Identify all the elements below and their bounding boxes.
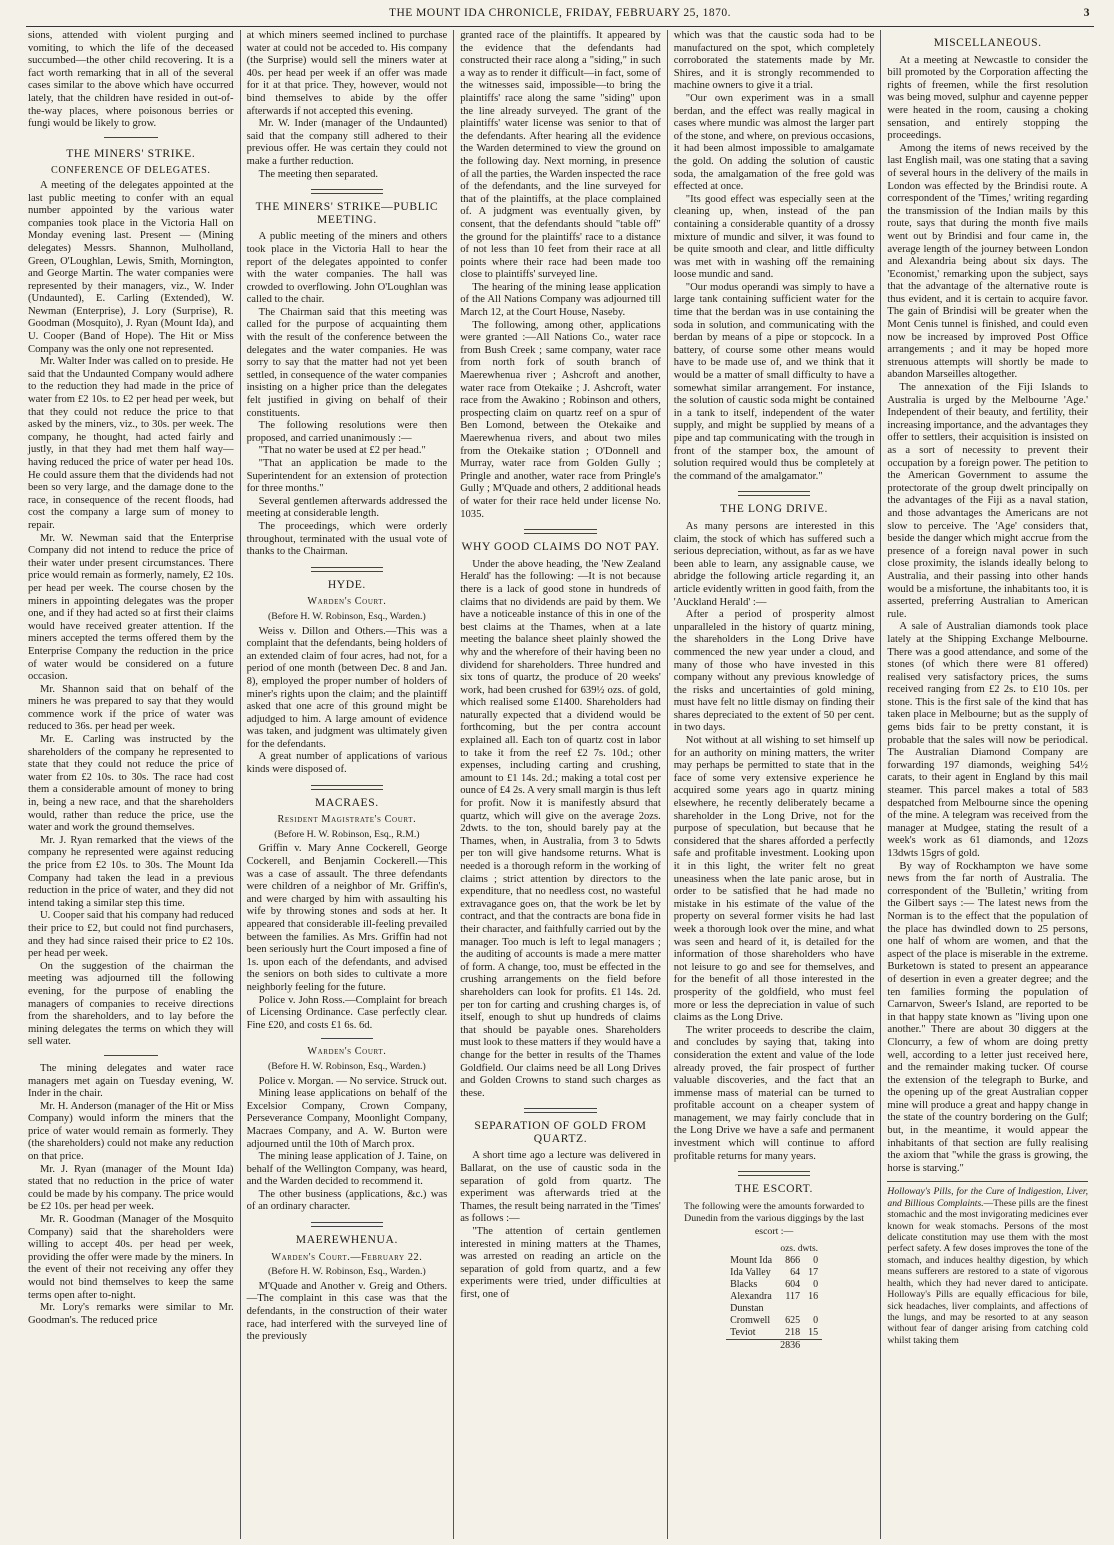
advertisement-title: Holloway's Pills, for the Cure of Indigestion, Liver, and Billious Complaints. xyxy=(887,1186,1088,1209)
paragraph: A meeting of the delegates appointed at the last public meeting to confer with an equal number appointed by the various water companies took place in the Victoria Hall on Monday evening last. Present — (Mining delegates) Messrs. Shannon, Mulholland, Green, O'Loughlan, Lewis, Smith, Mornington, and George Martin. The water companies were represented by their managers, viz., W. Inder (Undaunted), E. Carling (Extended), W. Newman (Enterprise), J. Lory (Surprise), R. Goodman (Mosquito), J. Ryan (Mount Ida), and U. Cooper (Band of Hope). The Hit or Miss Company was the only one not represented. xyxy=(28,179,234,355)
divider xyxy=(104,137,157,141)
paragraph: A great number of applications of various kinds were disposed of. xyxy=(246,751,448,776)
place-cell: Blacks xyxy=(730,1279,758,1291)
paragraph: granted race of the plaintiffs. It appeared by the evidence that the defendants had constructed their race along a "siding," in such a way as to render it difficult—in fact, some of the witnesses said, impossible—to bring the plaintiffs' race along the same "siding" upon the line already surveyed. The grant of the plaintiffs' water license was senior to that of the defendants. After hearing all the evidence the Warden determined to view the ground on the following day. Next morning, in presence of all the parties, the Warden inspected the race of the defendants, and the line surveyed for that of the plaintiffs, at the place complained of. A judgment was eventually given, by consent, that the defendants should "table off" the ground for the plaintiffs' race to a distance of not less than 10 feet from their race at all points where their race had been made too close to plaintiffs' surveyed line. xyxy=(460,30,661,281)
paragraph: By way of Rockhampton we have some news from the far north of Australia. The correspondent of the 'Bulletin,' writing from the Gilbert says :— The latest news from the Norman is to the effect that the population of the place has dwindled down to 25 persons, one half of whom are women, and that the aspect of the place is miserable in the extreme. Burketown is stated to present an appearance of desertion in even a greater degree; and the ten families forming the population of Carnarvon, Sweer's Island, are reported to be in that happy state known as "living upon one another." There are about 30 diggers at the Cloncurry, a few of whom are doing pretty well, according to a letter just received here, and the remainder making tucker. Of course the extension of the telegraph to Burke, and the opening up of the great Australian copper mine will produce a great and happy change in the state of the country bordering on the Gulf; but, in the meantime, it would appear the inhabitants of that section are fully realising the axiom that "while the grass is growing, the horse is starving." xyxy=(887,860,1088,1174)
paragraph: Mr. H. Anderson (manager of the Hit or Miss Company) would inform the miners that the price of water would remain as formerly. They (the shareholders) could not make any reduction on that price. xyxy=(28,1100,234,1163)
oz-cell xyxy=(776,1303,804,1315)
paragraph: "The attention of certain gentlemen interested in mining matters at the Thames, was arrested on reading an article on the separation of gold from quartz, and a few experiments were tried, under difficulties at first, one of xyxy=(460,1226,661,1300)
dwt-cell: 0 xyxy=(813,1255,819,1267)
column-3 xyxy=(453,30,667,1539)
paragraph: The following resolutions were then proposed, and carried unanimously :— xyxy=(246,420,448,444)
paragraph: The Chairman said that this meeting was called for the purpose of acquainting them with the result of the conference between the delegates and the water companies. He was sorry to say that the matter had not yet been settled, in consequence of the water companies insisting on a higher price than the delegates felt justified in giving on behalf of their constituents. xyxy=(246,306,448,419)
paragraph: Mr. W. Newman said that the Enterprise Company did not intend to reduce the price of their water under present circumstances. There price would remain as formerly, namely, £2 10s. per head per week. The course chosen by the miners in appointing delegates was the proper one, and if they had acted so at first their claims would have received greater attention. If the miners accepted the terms offered them by the Enterprise Company the reduction in the price of water would be considered on a future occasion. xyxy=(28,532,234,683)
paragraph: Under the above heading, the 'New Zealand Herald' has the following: —It is not because there is a lack of good stone in hundreds of claims that no dividends are paid by them. We have a noticeable instance of this in one of the best claims at the Thames, when at a late meeting the balance sheet plainly showed the why and the wherefore of their having been no dividend for shareholders. Three hundred and six tons of quartz, the produce of 20 weeks' work, had been crushed for 639½ ozs. of gold, which realised some £1400. Shareholders had naturally expected that a dividend would be forthcoming, but the per contra account explained all. Each ton of quartz cost in labor to take it from the reef £2 7s. 10d.; other expenses, including carting and crushing, amount to £1 14s. 2d.; making a total cost per ounce of £4 2s. A very small margin is thus left for profit. Now it is manifestly absurd that quartz, which will give on the average 2ozs. 2dwts. to the ton, should barely pay at the Thames, when, in Australia, from 3 to 5dwts per ton will give handsome returns. What is needed is a thorough reform in the working of claims ; strict attention by directors to the expenditure, that no needless cost, no wasteful extravagance goes on, that the work be let by contract, and that the contracts are bona fide in their character, and faithfully carried out by the manager. Too much is left to legal managers ; the auditing of accounts is made a mere matter of form. A change, too, must be effected in the crushing arrangements on the field before shareholders can look for profits. £1 14s. 2d. per ton for carting and crushing charges is, of itself, enough to shut up hundreds of claims that should be payable ones. Shareholders must look to these matters if they would have a change for the better in results of the Thames Goldfield. Our claims need be all Long Drives and Golden Crowns to stand such charges as these. xyxy=(460,558,661,1099)
table-row xyxy=(726,1255,822,1267)
divider xyxy=(524,1108,596,1113)
oz-cell: 117 xyxy=(785,1291,801,1303)
table-header-row xyxy=(726,1243,822,1256)
paragraph: A short time ago a lecture was delivered in Ballarat, on the use of caustic soda in the separation of gold from quartz. The experiment was afterwards tried at the Thames, the result being narrated in the 'Times' as follows :— xyxy=(460,1150,661,1225)
paragraph: "That an application be made to the Superintendent for an extension of protection for three months." xyxy=(246,458,448,495)
oz-cell: 64 xyxy=(790,1267,801,1279)
escort-intro: The following were the amounts forwarded to Dunedin from the various diggings by the last escort :— xyxy=(684,1200,865,1238)
table-row xyxy=(726,1267,822,1279)
paragraph: As many persons are interested in this claim, the stock of which has suffered such a serious depreciation, without, as far as we have been able to learn, any assignable cause, we abridge the following article regarding it, an article evidently written in good faith, from the 'Auckland Herald' :— xyxy=(673,520,875,608)
divider xyxy=(524,529,596,534)
masthead xyxy=(26,4,1094,27)
oz-cell: 604 xyxy=(785,1279,801,1291)
dwt-cell: 16 xyxy=(808,1291,819,1303)
paragraph: At a meeting at Newcastle to consider the bill promoted by the Corporation affecting the rights of freemen, while the first resolution was being moved, sulphur and cayenne pepper were heated in the room, causing a choking sensation, and entirely stopping the proceedings. xyxy=(887,54,1088,142)
byline: (Before H. W. Robinson, Esq., Warden.) xyxy=(268,610,426,622)
dwt-cell xyxy=(804,1303,822,1315)
oz-cell: 866 xyxy=(785,1255,801,1267)
paragraph: The mining delegates and water race managers met again on Tuesday evening, W. Inder in the chair. xyxy=(28,1062,234,1100)
article-headline: THE MINERS' STRIKE. xyxy=(66,146,196,160)
paragraph: Mr. Lory's remarks were similar to Mr. Goodman's. The reduced price xyxy=(28,1302,234,1326)
paragraph: The annexation of the Fiji Islands to Australia is urged by the Melbourne 'Age.' Independent of their beauty, and fertility, their increasing importance, and the advantages they offer to settlers, their acquisition is insisted on as a sort of necessity to prevent their occupation by a foreign power. The petition to the American Government to assume the protectorate of the group dwelt principally on the advantages of the Fiji as a naval station, and those advantages the Americans are not slow to perceive. The 'Age' considers that, beside the danger which might accrue from the presence of a foreign naval power in such close proximity, the islands ideally belong to Australia, and their passing into other hands would be a misfortune, the inhabitants too, it is asserted, preferring Australian to American rule. xyxy=(887,382,1089,620)
paragraph: Griffin v. Mary Anne Cockerell, George Cockerell, and Benjamin Cockerell.—This was a case of assault. The three defendants were children of a neighbor of Mr. Griffin's, and were charged by him with assaulting his wife by throwing stones and sods at her. It appeared that considerable ill-feeling prevailed between the families. As Mrs. Griffin had not been seriously hurt the Court imposed a fine of 1s. upon each of the defendants, and advised the seniors on both sides to cultivate a more neighborly feeling for the future. xyxy=(246,843,448,993)
paragraph: The other business (applications, &c.) was of an ordinary character. xyxy=(246,1188,448,1213)
paragraph: at which miners seemed inclined to purchase water at could not be acceded to. His company (the Surprise) would sell the miners water at 40s. per head per week if an offer was made for it at that price. They, however, would not bind themselves to abide by the offer afterwards if not accepted this evening. xyxy=(246,30,448,117)
total-oz-cell: 2836 xyxy=(776,1340,804,1353)
divider xyxy=(104,1055,157,1059)
paragraph: A sale of Australian diamonds took place lately at the Shipping Exchange Melbourne. There was a good attendance, and some of the stones (of which there were 81 offered) realised very satisfactory prices, the sums received ranging from £2 2s. to £10 10s. per stone. This is the first sale of the kind that has taken place in Melbourne; but as the supply of gems bids fair to be pretty constant, it is probable that the sales will now be periodical. The Australian Diamond Company are forwarding 197 diamonds, weighing 54½ carats, to their agent in England by this mail steamer. This parcel makes a total of 583 despatched from Melbourne since the opening of the mine. A telegram was received from the manager at Mudgee, stating the result of a week's work as 61 diamonds, and 12ozs 13dwts 15grs of gold. xyxy=(887,621,1088,859)
dwt-cell: 0 xyxy=(813,1279,819,1291)
place-cell: Ida Valley xyxy=(730,1267,771,1279)
divider xyxy=(738,1171,810,1176)
place-cell: Teviot xyxy=(730,1327,756,1339)
divider xyxy=(311,785,383,790)
table-total-row xyxy=(726,1340,822,1353)
paragraph: Mr. J. Ryan remarked that the views of the company he represented were against reducing the price from £2 10s. to 30s. The Mount Ida Company had taken the lead in a previous reduction in the price of water, and they did not intend taking a similar step this time. xyxy=(28,834,234,909)
paragraph: "Our own experiment was in a small berdan, and the effect was really magical in cases where mundic was almost the larger part of the stone, and where, on previous occasions, it had been almost impossible to amalgamate the gold. On adding the solution of caustic soda, the amalgamation of the free gold was effected at once. xyxy=(673,92,875,193)
table-row xyxy=(726,1327,822,1340)
paragraph: On the suggestion of the chairman the meeting was adjourned till the following evening, for the purpose of enabling the managers of companies to receive directions from the shareholders, and to lay before the mining delegates the terms on which they will sell water. xyxy=(28,960,234,1048)
byline: (Before H. W. Robinson, Esq., Warden.) xyxy=(268,1060,426,1072)
paragraph: Several gentlemen afterwards addressed the meeting at considerable length. xyxy=(246,495,448,520)
total-dwt-cell xyxy=(804,1340,822,1353)
paragraph: The proceedings, which were orderly throughout, terminated with the usual vote of thanks to the Chairman. xyxy=(246,520,448,558)
paragraph: Police v. John Ross.—Complaint for breach of Licensing Ordinance. Case perfectly clear. Fine £20, and costs £1 6s. 6d. xyxy=(246,994,448,1031)
paragraph: Police v. Morgan. — No service. Struck out. xyxy=(258,1075,447,1087)
columns xyxy=(26,30,1094,1539)
article-headline: MAEREWHENUA. xyxy=(295,1233,398,1247)
column-5 xyxy=(880,30,1094,1539)
divider xyxy=(311,1222,383,1227)
paragraph: Mr. R. Goodman (Manager of the Mosquito Company) said that the shareholders were willing to accept 40s. per head per week, providing the offer were made by the miners. In the event of their not receiving any offer they would not bind themselves to keep the same terms open after to-night. xyxy=(28,1214,234,1301)
paragraph: Mr. W. Inder (manager of the Undaunted) said that the company still adhered to their previous offer. He was certain they could not make a further reduction. xyxy=(246,118,448,167)
table-row xyxy=(726,1279,822,1291)
article-headline: MISCELLANEOUS. xyxy=(933,36,1042,49)
court-heading: Warden's Court.—February 22. xyxy=(271,1251,423,1263)
column-header: ozs. dwts. xyxy=(780,1243,819,1254)
place-cell: Mount Ida xyxy=(730,1255,773,1267)
paragraph: The following, among other, applications were granted :—All Nations Co., water race from Bush Creek ; same company, water race from north fork of south branch of Maerewhenua river ; Ashcroft and another, water race from Otekaike ; J. Ashcroft, water race from the Awakino ; Robinson and others, prospecting claim on quartz reef on a spur of Ben Lomond, between the Otekaike and Maerewhenua rivers, and about two miles from the Otekaike station ; O'Donnell and Murray, water race from Golden Gully ; Pringle and another, water race from Pringle's Gully ; M'Quade and others, 2 additional heads of water for their race held under license No. 1035. xyxy=(460,319,661,520)
table-row xyxy=(726,1303,822,1315)
advertisement xyxy=(887,1181,1088,1346)
court-heading: Warden's Court. xyxy=(307,596,387,608)
dwt-cell: 0 xyxy=(813,1315,819,1327)
paragraph: Mining lease applications on behalf of the Excelsior Company, Crown Company, Perseverance Company, Moonlight Company, Macraes Company, and A. W. Burton were adjourned until the 10th of March prox. xyxy=(246,1088,448,1150)
paragraph: which was that the caustic soda had to be manufactured on the spot, which completely corroborated the statements made by Mr. Shires, and it is strongly recommended to machine owners to give it a trial. xyxy=(673,30,875,92)
court-heading: Warden's Court. xyxy=(307,1046,387,1058)
column-2 xyxy=(240,30,454,1539)
paragraph: The writer proceeds to describe the claim, and concludes by saying that, taking into consideration the extent and value of the lode already proved, the fair prospect of further valuable discoveries, and the fact that an immense mass of material can be turned to profitable account on a cheaper system of management, we may fairly conclude that in the Long Drive we have a safe and permanent investment which will continue to afford profitable returns for many years. xyxy=(673,1024,875,1162)
article-headline: THE MINERS' STRIKE—PUBLIC MEETING. xyxy=(255,200,439,226)
paragraph: U. Cooper said that his company had reduced their price to £2, but could not find purchasers, and they had since raised their price to £2 10s. per head per week. xyxy=(28,910,234,960)
divider xyxy=(321,1038,373,1042)
divider xyxy=(738,491,810,496)
paragraph: The hearing of the mining lease application of the All Nations Company was adjourned till March 12, at the Court House, Naseby. xyxy=(460,281,661,319)
divider xyxy=(311,189,383,194)
paragraph: Mr. Shannon said that on behalf of the miners he was prepared to say that they would commence work if the price of water was reduced to 36s. per head per week. xyxy=(28,683,234,733)
paragraph: M'Quade and Another v. Greig and Others.—The complaint in this case was that the defendants, in the construction of their water race, had interfered with the surveyed line of the previously xyxy=(246,1280,448,1343)
dwt-cell: 15 xyxy=(808,1327,819,1339)
paragraph: Mr. Walter Inder was called on to preside. He said that the Undaunted Company would adhere to the reduction they had made in the price of water from £2 10s. to £2 per head per week, but that they could not reduce the price to that asked by the miners, viz., to 30s. per week. The company, he thought, had acted fairly and justly, in that they had met them half way—having reduced the price of water per head 10s. He could assure them that the dividends had not been so very large, and the damage done to the race, in consequence of the recent floods, had cost the company a large sum of money to repair. xyxy=(28,356,234,531)
paragraph: "Our modus operandi was simply to have a large tank containing sufficient water for the time that the berdan was in use containing the soda in solution, and communicating with the berdan by means of a pipe or stopcock. In a battery, of course some other means would have to be made use of, and we think that it would be a matter of small difficulty to have a somewhat similar arrangement. For instance, the solution of caustic soda might be contained in a tank to itself, independent of the water supply, and might be supplied by means of a pipe and tap communicating with the trough in front of the stamper box, the amount of solution required would thus be completely at the command of the amalgamator." xyxy=(673,281,875,482)
place-cell: Dunstan xyxy=(730,1303,764,1315)
paragraph: "Its good effect was especially seen at the cleaning up, when, instead of the pan containing a considerable quantity of a drossy mixture of mundic and silver, it was found to be quite smooth and clear, and little difficulty was met with in washing off the remaining loose mundic and sand. xyxy=(673,193,875,281)
column-1 xyxy=(26,30,240,1539)
paragraph: Among the items of news received by the last English mail, was one stating that a saving of several hours in the delivery of the mails in London was effected by the Brindisi route. A correspondent of the 'Times,' writing regarding the transmission of the Indian mails by this route, says that during the month five mails went out by Brindisi and four came in, the average length of the journey between London and Alexandria being about six days. The 'Economist,' remarking upon the subject, says that the advantage of the alternative route is thus evident, and it is certain to acquire favor. The gain of Brindisi will be greater when the Mont Cenis tunnel is finished, and could even now be increased by improved Post Office arrangements ; and it may be hoped more strenuous attempts will shortly be made to abandon Marseilles altogether. xyxy=(887,142,1088,381)
court-heading: Resident Magistrate's Court. xyxy=(277,814,417,826)
oz-cell: 218 xyxy=(785,1327,801,1339)
byline: (Before H. W. Robinson, Esq., Warden.) xyxy=(268,1266,426,1278)
paragraph: Mr. J. Ryan (manager of the Mount Ida) stated that no reduction in the price of water could be made by his company. The price would be £2 10s. per head per week. xyxy=(28,1163,234,1213)
masthead-title: THE MOUNT IDA CHRONICLE, FRIDAY, FEBRUARY 25, 1870. xyxy=(388,7,732,19)
article-headline: SEPARATION OF GOLD FROM QUARTZ. xyxy=(474,1119,647,1145)
article-headline: THE ESCORT. xyxy=(735,1182,813,1196)
page-number: 3 xyxy=(1083,7,1090,19)
paragraph: Not without at all wishing to set himself up for an authority on mining matters, the writer may perhaps be permitted to state that in the face of some very extensive experience he acquired some years ago in quartz mining elsewhere, he recently deliberately became a shareholder in the Long Drive, not for the purpose of speculation, but because that he considered that the shares afforded a perfectly safe and profitable investment. Looking upon it in this light, the writer felt no great uneasiness when the late panic arose, but in order to be satisfied that he had made no mistake in his estimate of the value of the property on several former visits he had last week a thorough look over the mine, and what was seen and heard of it, is detailed for the information of those shareholders who have not leisure to go and see for themselves, and for the benefit of all those interested in the prosperity of the goldfield, who must feel more or less the depreciation in value of such claims as the Long Drive. xyxy=(673,735,875,1024)
column-4 xyxy=(667,30,881,1539)
paragraph: After a period of prosperity almost unparalleled in the history of quartz mining, the shareholders in the Long Drive have commenced the new year under a cloud, and many of those who have invested in this company without any previous knowledge of the risks and uncertainties of gold mining, must have felt no little dismay on finding their shares depreciated to the extent of 50 per cent. in two days. xyxy=(673,609,875,734)
paragraph: The mining lease application of J. Taine, on behalf of the Wellington Company, was heard, and the Warden decided to recommend it. xyxy=(246,1151,448,1188)
paragraph: "That no water be used at £2 per head." xyxy=(258,445,426,457)
article-subhead: CONFERENCE OF DELEGATES. xyxy=(51,165,211,177)
article-continuation: sions, attended with violent purging and vomiting, to which the life of the deceased succumbed—the other child recovering. It is a fact worth remarking that in all of the several cases similar to the above which have occurred lately, that the children have resided in out-of-the-way places, where poisonous berries or fungi would be likely to grow. xyxy=(28,30,234,130)
oz-cell: 625 xyxy=(785,1315,801,1327)
escort-table xyxy=(726,1243,822,1353)
article-headline: HYDE. xyxy=(327,577,366,591)
paragraph: Weiss v. Dillon and Others.—This was a complaint that the defendants, being holders of an extended claim of four acres, had not, for a period of one month (between Dec. 8 and Jan. 8), employed the proper number of holders of miner's rights upon the claim; and the plaintiff asked that one acre of this ground might be adjudged to him. A large amount of evidence was taken, and judgment was ultimately given for the defendants. xyxy=(246,625,448,750)
place-cell: Alexandra xyxy=(730,1291,772,1303)
article-headline: WHY GOOD CLAIMS DO NOT PAY. xyxy=(461,540,660,554)
table-row xyxy=(726,1291,822,1303)
paragraph: The meeting then separated. xyxy=(258,168,379,180)
divider xyxy=(311,567,383,572)
place-cell: Cromwell xyxy=(730,1315,771,1327)
paragraph: Mr. E. Carling was instructed by the shareholders of the company he represented to state that they could not reduce the price of water from £2 10s. to 30s. The race had cost them a considerable amount of money to bring in, being a new race, and that the shareholders would, rather than reduce the price, use the water and work the ground themselves. xyxy=(28,734,234,834)
byline: (Before H. W. Robinson, Esq., R.M.) xyxy=(274,828,420,840)
article-headline: MACRAES. xyxy=(315,795,379,809)
paragraph: A public meeting of the miners and others took place in the Victoria Hall to hear the report of the delegates appointed to confer with the water companies. The hall was crowded to overflowing. John O'Loughlan was called to the chair. xyxy=(246,231,448,306)
dwt-cell: 17 xyxy=(808,1267,819,1279)
advertisement-body: —These pills are the finest stomachic and the most invigorating medicines ever known for weak stomachs. Persons of the most delicate constitution may use them with the most perfect safety. A few doses improves the tone of the stomach, and induces healthy digestion, by which means sufferers are restored to a state of vigorous health, which they had never dared to anticipate. Holloway's Pills are equally efficacious for bile, sick headaches, liver complaints, and affections of the lungs, and may be resorted to at any season without fear of danger arising from catching cold whilst taking them xyxy=(887,1197,1088,1346)
table-row xyxy=(726,1315,822,1327)
article-headline: THE LONG DRIVE. xyxy=(720,502,829,516)
